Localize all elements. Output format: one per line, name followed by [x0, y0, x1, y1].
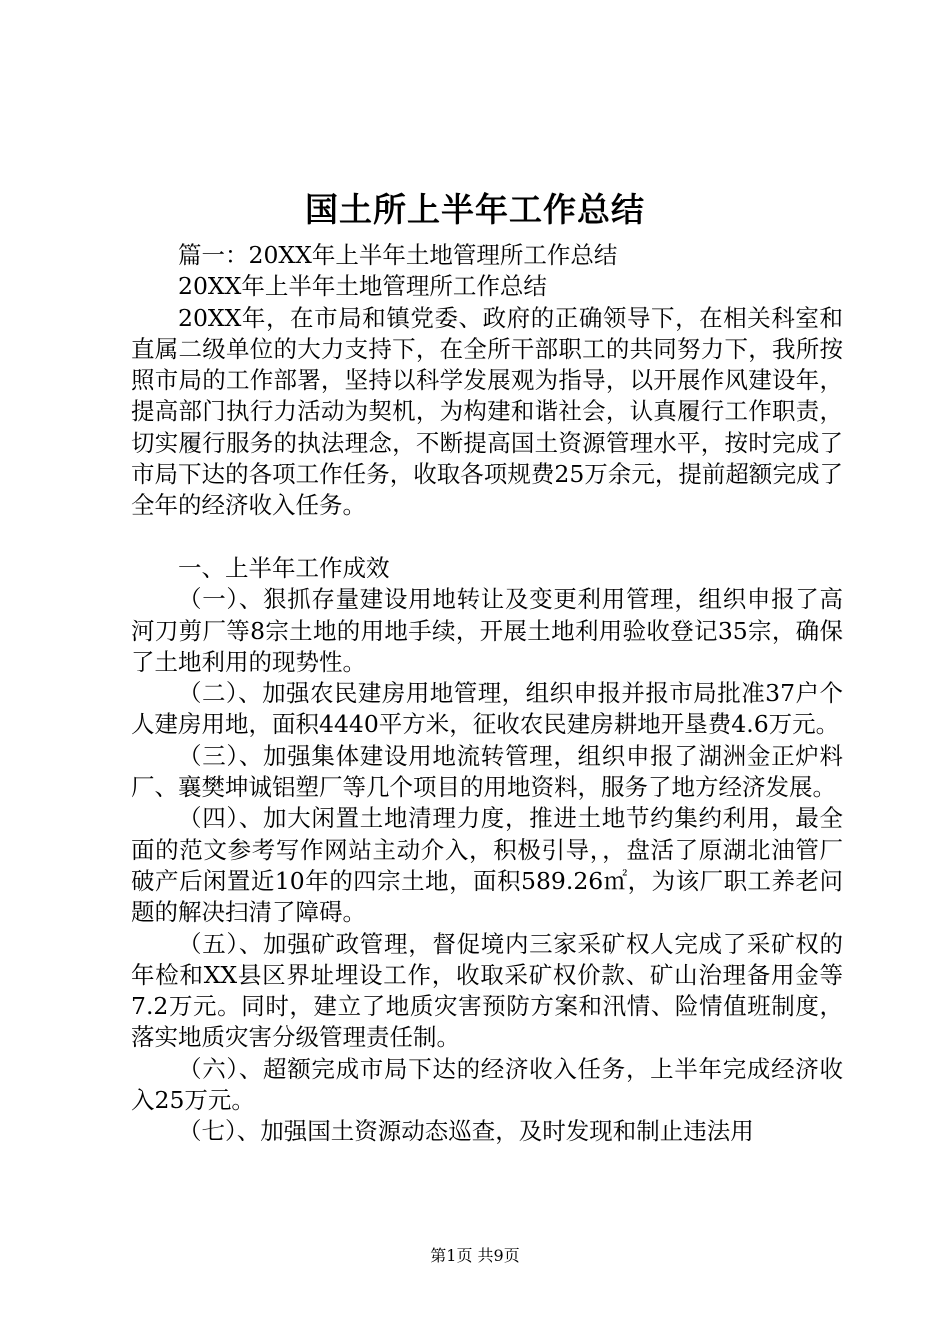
paragraph-item-5: （五）、加强矿政管理，督促境内三家采矿权人完成了采矿权的年检和XX县区界址埋设工作，收取采矿权价款、矿山治理备用金等7.2万元。同时，建立了地质灾害预防方案和汛情、险情值班制度，落实地质灾害分级管理责任制。 — [131, 929, 843, 1052]
page-footer: 第1页 共9页 — [430, 1246, 520, 1265]
blank-line — [131, 522, 843, 553]
paragraph-item-4: （四）、加大闲置土地清理力度，推进土地节约集约利用，最全面的范文参考写作网站主动介入，积极引导，，盘活了原湖北油管厂破产后闲置近10年的四宗土地，面积589.26㎡，为该厂职工养老问题的解决扫清了障碍。 — [131, 804, 843, 927]
paragraph-heading-2: 20XX年上半年土地管理所工作总结 — [178, 272, 547, 301]
paragraph-item-1: （一）、狠抓存量建设用地转让及变更利用管理，组织申报了高河刀剪厂等8宗土地的用地手续，开展土地利用验收登记35宗，确保了土地利用的现势性。 — [131, 585, 843, 676]
paragraph-intro: 20XX年，在市局和镇党委、政府的正确领导下，在相关科室和直属二级单位的大力支持下，在全所干部职工的共同努力下，我所按照市局的工作部署，坚持以科学发展观为指导，以开展作风建设年，提高部门执行力活动为契机，为构建和谐社会，认真履行工作职责，切实履行服务的执法理念，不断提高国土资源管理水平，按时完成了市局下达的各项工作任务，收取各项规费25万余元，提前超额完成了全年的经济收入任务。 — [131, 303, 843, 520]
document-title: 国土所上半年工作总结 — [305, 190, 645, 229]
document-body — [131, 240, 843, 1148]
paragraph-item-6: （六）、超额完成市局下达的经济收入任务，上半年完成经济收入25万元。 — [131, 1054, 843, 1115]
paragraph-item-7: （七）、加强国土资源动态巡查，及时发现和制止违法用 — [178, 1117, 754, 1146]
paragraph-item-3: （三）、加强集体建设用地流转管理，组织申报了湖洲金正炉料厂、襄樊坤诚铝塑厂等几个项目的用地资料，服务了地方经济发展。 — [131, 741, 843, 802]
paragraph-heading-1: 篇一：20XX年上半年土地管理所工作总结 — [178, 241, 618, 269]
section-heading: 一、上半年工作成效 — [178, 553, 390, 582]
paragraph-item-2: （二）、加强农民建房用地管理，组织申报并报市局批准37户个人建房用地，面积4440平方米，征收农民建房耕地开垦费4.6万元。 — [131, 679, 843, 739]
